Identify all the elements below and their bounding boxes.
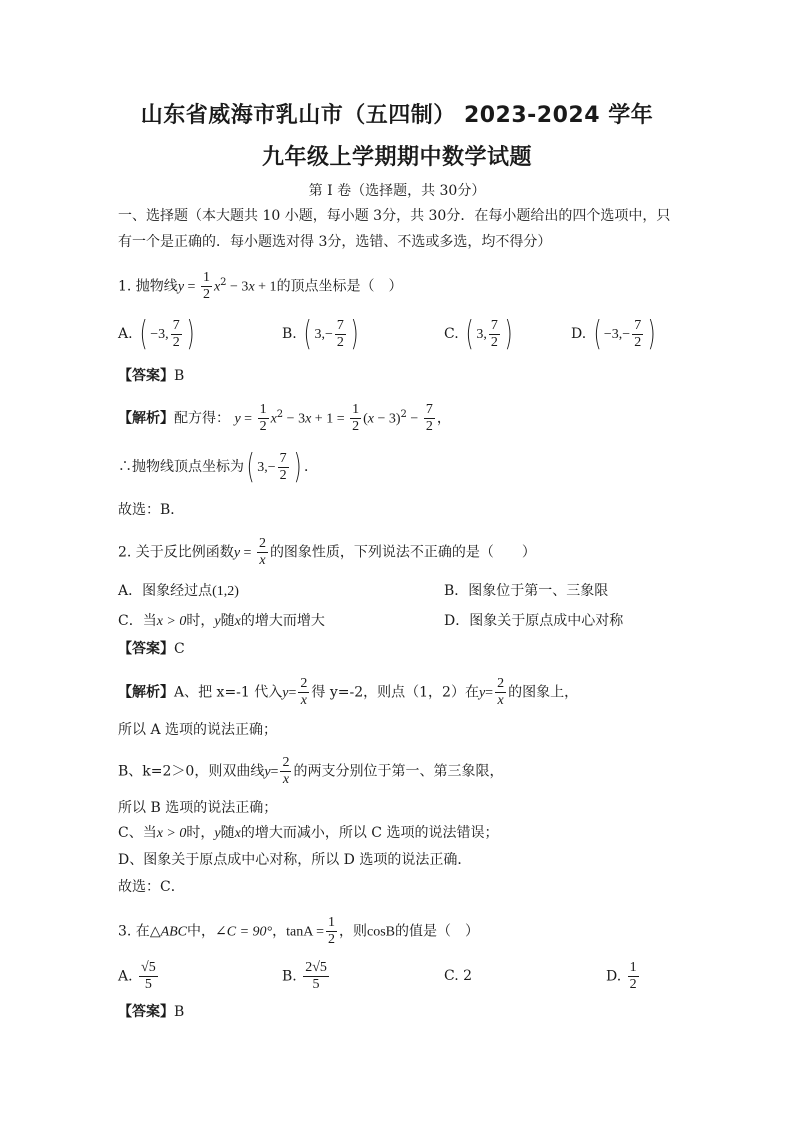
q2-analysis-b: B、k=2＞0，则双曲线y= $\frac{2}{x}$ 的两支分别位于第一、第三象限， — [118, 755, 504, 787]
q1-answer: 【答案】B — [118, 368, 185, 384]
q1-conclusion: ∴抛物线顶点坐标为( 3,− $\frac{7}{2}$ ) ． — [118, 447, 318, 487]
q3-option-c: C. 2 — [444, 968, 473, 984]
q2-option-b: B．图象位于第一、三象限 — [444, 583, 609, 599]
q1-stem: 1. 抛物线y = $\frac{1}{2}$ $x^2 - 3x + 1$的顶点坐标是（ ） — [118, 270, 403, 302]
q2-option-a: A．图象经过点(1,2) — [118, 583, 239, 599]
exam-title-line2: 九年级上学期期中数学试题 — [261, 145, 532, 170]
q3-stem: 3. 在△ABC中，∠C = 90°，tanA = $\frac{1}{2}$ ，则cosB的值是（ ） — [118, 915, 479, 947]
exam-title-line1: 山东省威海市乳山市（五四制） 2023-2024 学年 — [140, 103, 654, 128]
q1-option-d: D. ( −3,− $\frac{7}{2}$ ) — [571, 314, 656, 354]
q1-option-c: C. ( 3, $\frac{7}{2}$ ) — [444, 314, 513, 354]
q2-b-correct: 所以 B 选项的说法正确； — [118, 800, 278, 816]
q3-option-a: A. $\frac{√5}{5}$ — [118, 960, 156, 992]
instructions-line2: 有一个是正确的．每小题选对得 3分，选错、不选或多选，均不得分） — [118, 234, 552, 250]
instructions-line1: 一、选择题（本大题共 10 小题，每小题 3分，共 30分．在每小题给出的四个选项中，只 — [118, 208, 671, 224]
q2-option-d: D．图象关于原点成中心对称 — [444, 613, 624, 629]
q2-answer: 【答案】C — [118, 641, 185, 657]
q2-a-correct: 所以 A 选项的说法正确； — [118, 722, 278, 738]
q3-option-b: B. $\frac{2√5}{5}$ — [282, 960, 327, 992]
q2-analysis-a: 【解析】A、把 x=-1 代入y= $\frac{2}{x}$ 得 y=-2，则点（1，2）在y= $\frac{2}{x}$ 的图象上， — [118, 676, 579, 708]
q2-analysis-d: D、图象关于原点成中心对称，所以 D 选项的说法正确． — [118, 852, 472, 868]
q3-answer: 【答案】B — [118, 1004, 185, 1020]
section-heading: 第 I 卷（选择题，共 30分） — [308, 183, 486, 199]
q1-final: 故选：B． — [118, 502, 185, 518]
q1-option-a: A. ( −3, $\frac{7}{2}$ ) — [118, 314, 195, 354]
q2-analysis-c: C、当x > 0时，y随x的增大而减小，所以 C 选项的说法错误； — [118, 825, 499, 841]
q2-stem: 2. 关于反比例函数y = $\frac{2}{x}$ 的图象性质，下列说法不正确的是（ ） — [118, 536, 536, 568]
q3-option-d: D. $\frac{1}{2}$ — [606, 960, 637, 992]
q1-analysis: 【解析】配方得： y = $\frac{1}{2}$ $x^2 - 3x + 1$ = $\frac{1}{2}$ $(x - 3)^2$ − $\frac{7}{2}$ ， — [118, 402, 451, 434]
q2-final: 故选：C． — [118, 879, 185, 895]
q1-option-b: B. ( 3,− $\frac{7}{2}$ ) — [282, 314, 359, 354]
q2-option-c: C．当x > 0时，y随x的增大而增大 — [118, 613, 325, 629]
